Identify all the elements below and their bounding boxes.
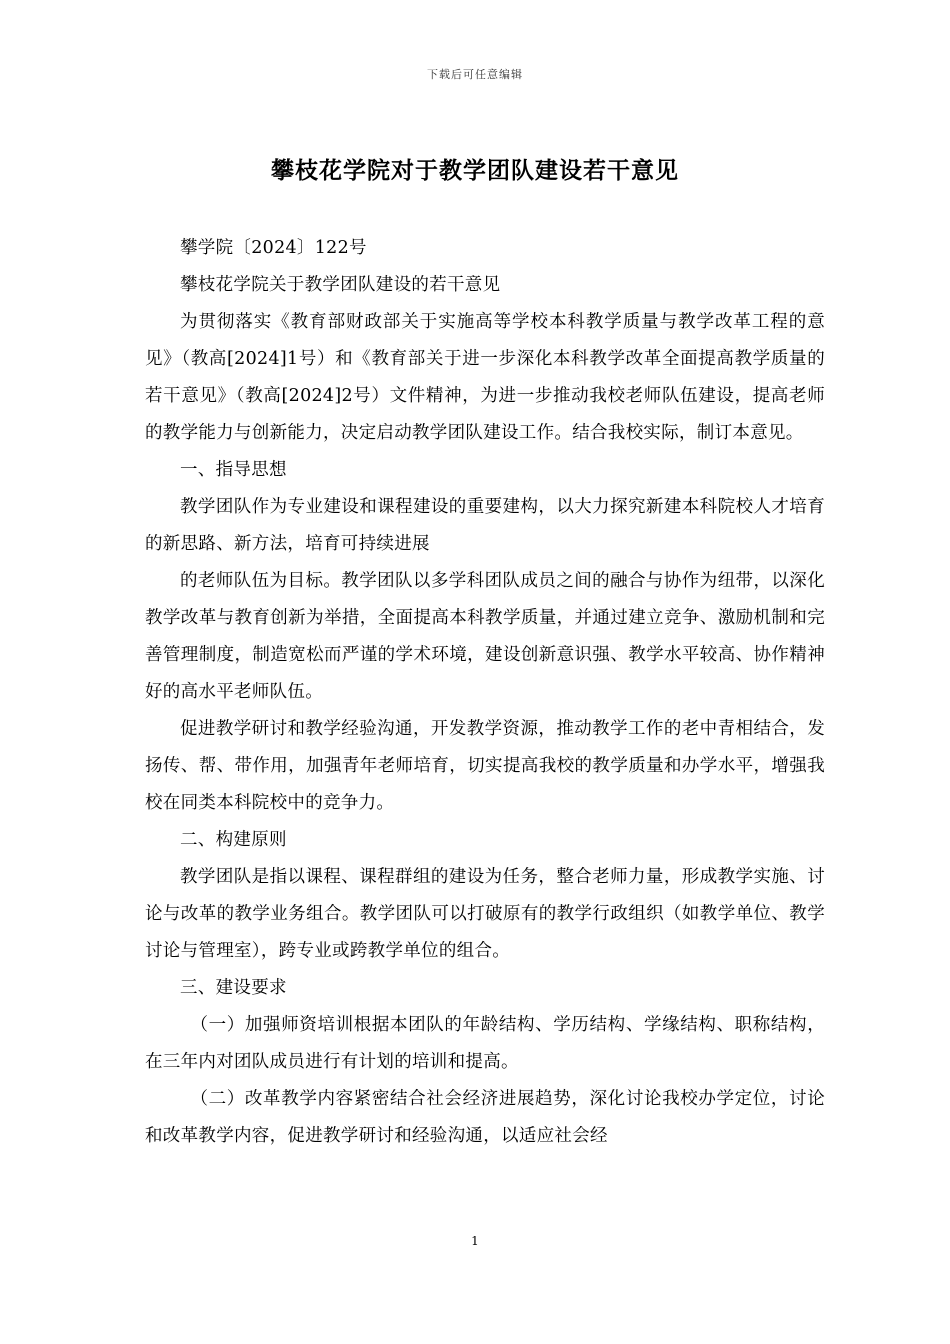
page-number: 1: [471, 1234, 479, 1248]
paragraph-guiding-2: 的老师队伍为目标。教学团队以多学科团队成员之间的融合与协作为纽带，以深化教学改革与教育创新为举措，全面提高本科教学质量，并通过建立竞争、激励机制和完善管理制度，制造宽松而严谨的学术环境，建设创新意识强、教学水平较高、协作精神好的高水平老师队伍。: [145, 571, 825, 702]
paragraph-requirement-1: （一）加强师资培训根据本团队的年龄结构、学历结构、学缘结构、职称结构，在三年内对团队成员进行有计划的培训和提高。: [145, 1015, 825, 1072]
paragraph-intro: 为贯彻落实《教育部财政部关于实施高等学校本科教学质量与教学改革工程的意见》（教高[2024]1号）和《教育部关于进一步深化本科教学改革全面提高教学质量的若干意见》（教高[2024]2号）文件精神，为进一步推动我校老师队伍建设，提高老师的教学能力与创新能力，决定启动教学团队建设工作。结合我校实际，制订本意见。: [145, 312, 825, 443]
section-heading-2: 二、构建原则: [180, 830, 287, 850]
paragraph-guiding-1: 教学团队作为专业建设和课程建设的重要建构，以大力探究新建本科院校人才培育的新思路、新方法，培育可持续进展: [145, 497, 825, 554]
paragraph-guiding-3: 促进教学研讨和教学经验沟通，开发教学资源，推动教学工作的老中青相结合，发扬传、帮、带作用，加强青年老师培育，切实提高我校的教学质量和办学水平，增强我校在同类本科院校中的竞争力。: [145, 719, 825, 813]
paragraph-requirement-2: （二）改革教学内容紧密结合社会经济进展趋势，深化讨论我校办学定位，讨论和改革教学内容，促进教学研讨和经验沟通，以适应社会经: [145, 1089, 825, 1146]
doc-number: 攀学院〔2024〕122号: [180, 238, 367, 258]
section-heading-3: 三、建设要求: [180, 978, 287, 998]
page-header-note: 下载后可任意编辑: [427, 68, 523, 81]
doc-subtitle: 攀枝花学院关于教学团队建设的若干意见: [180, 275, 501, 295]
document-title: 攀枝花学院对于教学团队建设若干意见: [271, 157, 679, 184]
section-heading-1: 一、指导思想: [180, 460, 287, 480]
paragraph-principle: 教学团队是指以课程、课程群组的建设为任务，整合老师力量，形成教学实施、讨论与改革的教学业务组合。教学团队可以打破原有的教学行政组织（如教学单位、教学讨论与管理室），跨专业或跨教学单位的组合。: [145, 867, 825, 961]
document-body: [145, 230, 825, 1155]
